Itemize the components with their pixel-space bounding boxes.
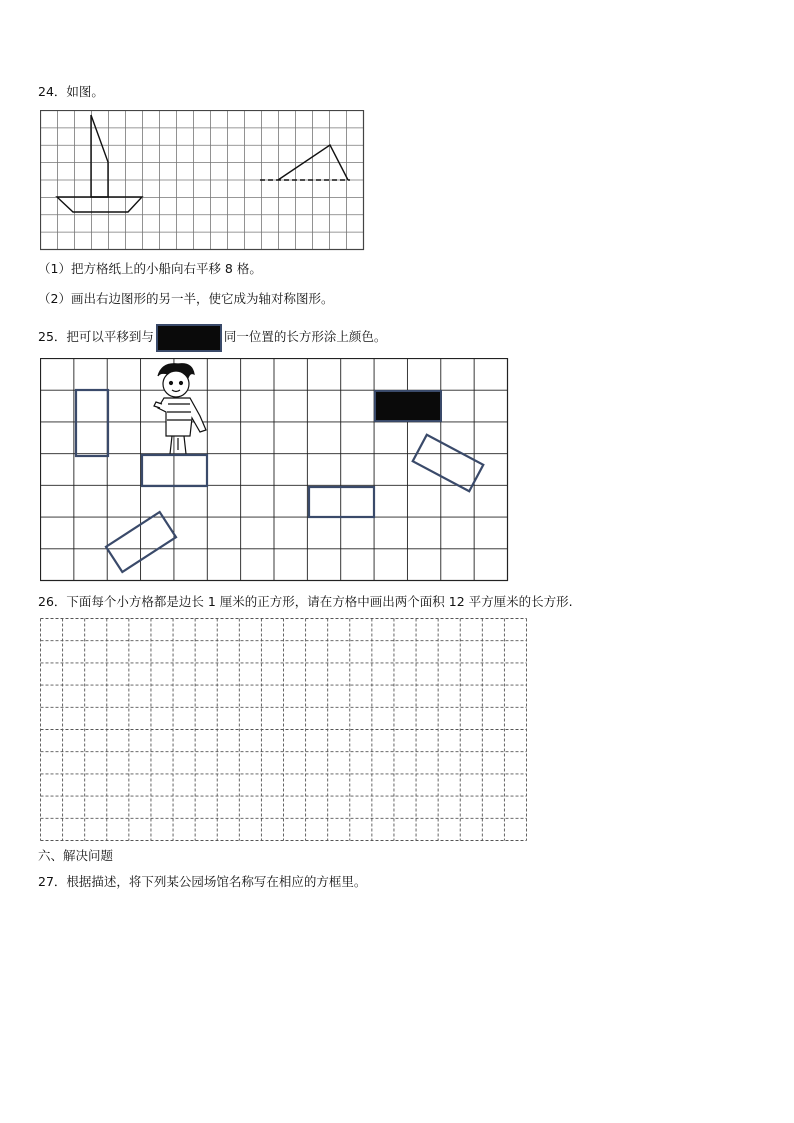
q26-grid-svg: [40, 618, 528, 843]
q25-text-after: 同一位置的长方形涂上颜色。: [223, 329, 387, 344]
boat-sail: [91, 115, 108, 197]
rect-vertical: [76, 390, 108, 456]
boy-legs: [170, 436, 186, 454]
q25-instruction: [38, 322, 386, 352]
section6-title: 六、解决问题: [38, 848, 114, 863]
rect-lower-middle: [309, 487, 374, 517]
q26-title: 26．下面每个小方格都是边长 1 厘米的正方形，请在方格中画出两个面积 12 平方厘米的长方形.: [38, 594, 573, 609]
rect-under-boy: [142, 455, 207, 486]
boy-head: [163, 371, 189, 397]
q25-grid: [40, 358, 510, 583]
boy-eye-right: [180, 382, 183, 385]
q24-grid-svg: [40, 110, 366, 252]
boat-hull: [57, 197, 142, 212]
boat-figure: [57, 115, 142, 212]
q27-title: 27．根据描述，将下列某公园场馆名称写在相应的方框里。: [38, 874, 367, 889]
q24-sub2: （2）画出右边图形的另一半，使它成为轴对称图形。: [38, 291, 334, 306]
q24-sub1: （1）把方格纸上的小船向右平移 8 格。: [38, 261, 262, 276]
rect-target-black: [375, 391, 441, 421]
q24-grid: [40, 110, 366, 252]
q24-title: 24．如图。: [38, 84, 104, 99]
rect-tilted-right: [413, 435, 484, 492]
boy-eye-left: [170, 382, 173, 385]
q25-text-before: 25．把可以平移到与: [38, 329, 154, 344]
q25-grid-svg: [40, 358, 510, 583]
q26-dashed-grid[interactable]: [40, 618, 528, 843]
target-black-rect: [156, 324, 222, 352]
boy-illustration: [154, 364, 206, 454]
